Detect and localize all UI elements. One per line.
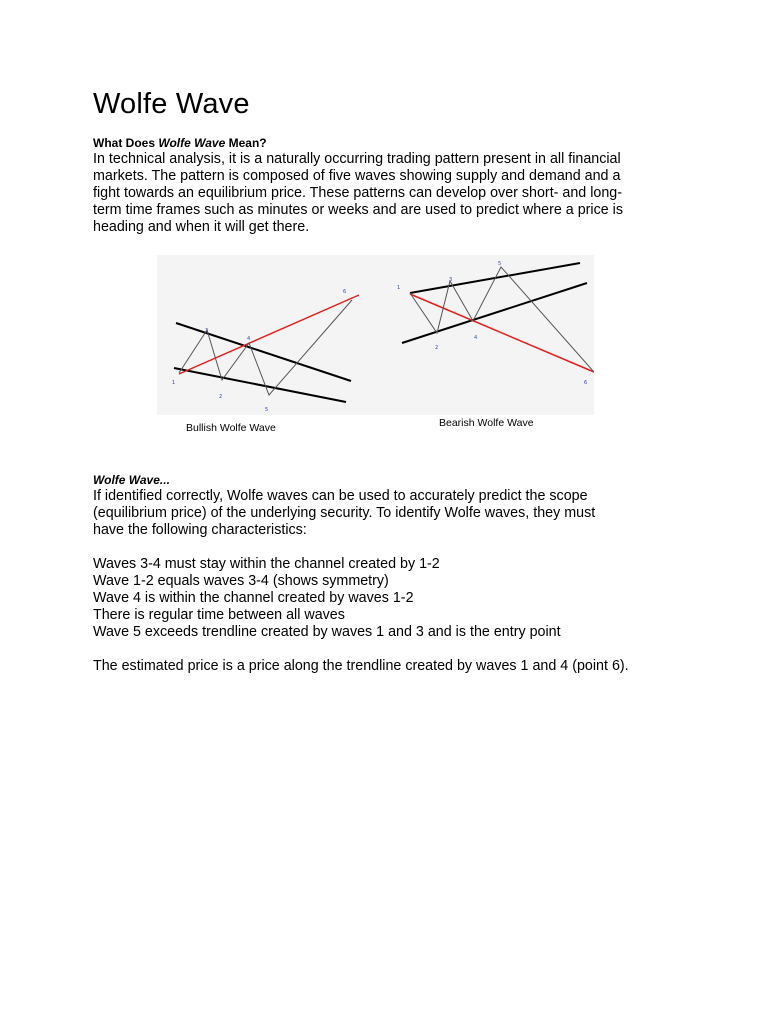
- intro-paragraph: [93, 151, 693, 236]
- intro-line: In technical analysis, it is a naturally occurring trading pattern present in all financial: [93, 151, 621, 167]
- list-item: Wave 5 exceeds trendline created by waves 1 and 3 and is the entry point: [93, 624, 561, 640]
- section-line: If identified correctly, Wolfe waves can be used to accurately predict the scope: [93, 488, 588, 504]
- list-item: There is regular time between all waves: [93, 607, 345, 623]
- conclusion-text: The estimated price is a price along the trendline created by waves 1 and 4 (point 6).: [93, 658, 629, 674]
- bullish-point-label: 3: [205, 328, 209, 334]
- bullish-caption: Bullish Wolfe Wave: [186, 422, 276, 434]
- bearish-point-label: 2: [435, 345, 439, 351]
- bearish-point-label: 1: [397, 285, 401, 291]
- subheading-italic: Wolfe Wave: [158, 136, 226, 150]
- section-heading-text: Wolfe Wave...: [93, 473, 170, 487]
- bullish-point-label: 4: [247, 336, 251, 342]
- bullish-point-label: 1: [172, 380, 176, 386]
- subheading-prefix: What Does: [93, 136, 159, 150]
- page-title: Wolfe Wave: [93, 88, 250, 120]
- intro-line: heading and when it will get there.: [93, 219, 310, 235]
- section-heading: [93, 473, 693, 488]
- intro-line: fight towards an equilibrium price. These patterns can develop over short- and long-: [93, 185, 623, 201]
- list-item: Waves 3-4 must stay within the channel created by 1-2: [93, 556, 440, 572]
- bullish-point-label: 2: [219, 394, 223, 400]
- list-item: Wave 4 is within the channel created by waves 1-2: [93, 590, 414, 606]
- bearish-point-label: 3: [449, 277, 453, 283]
- definition-subheading: [93, 136, 693, 151]
- section-line: (equilibrium price) of the underlying security. To identify Wolfe waves, they must: [93, 505, 596, 521]
- characteristics-list: [93, 556, 693, 641]
- intro-line: term time frames such as minutes or weeks and are used to predict where a price is: [93, 202, 624, 218]
- bearish-caption: Bearish Wolfe Wave: [439, 417, 534, 429]
- bullish-point-label: 6: [343, 289, 347, 295]
- wolfe-wave-diagram: [157, 255, 594, 435]
- document-page: [93, 86, 693, 236]
- list-item: Wave 1-2 equals waves 3-4 (shows symmetry): [93, 573, 389, 589]
- bullish-point-label: 5: [265, 407, 269, 413]
- bearish-point-label: 6: [584, 380, 588, 386]
- wolfe-wave-figure: [157, 255, 594, 435]
- intro-line: markets. The pattern is composed of five waves showing supply and demand and a: [93, 168, 621, 184]
- section-line: have the following characteristics:: [93, 522, 307, 538]
- subheading-suffix: Mean?: [225, 136, 267, 150]
- bearish-point-label: 5: [498, 261, 502, 267]
- bearish-point-label: 4: [474, 335, 478, 341]
- characteristics-section: [93, 473, 693, 675]
- figure-background: [157, 255, 594, 415]
